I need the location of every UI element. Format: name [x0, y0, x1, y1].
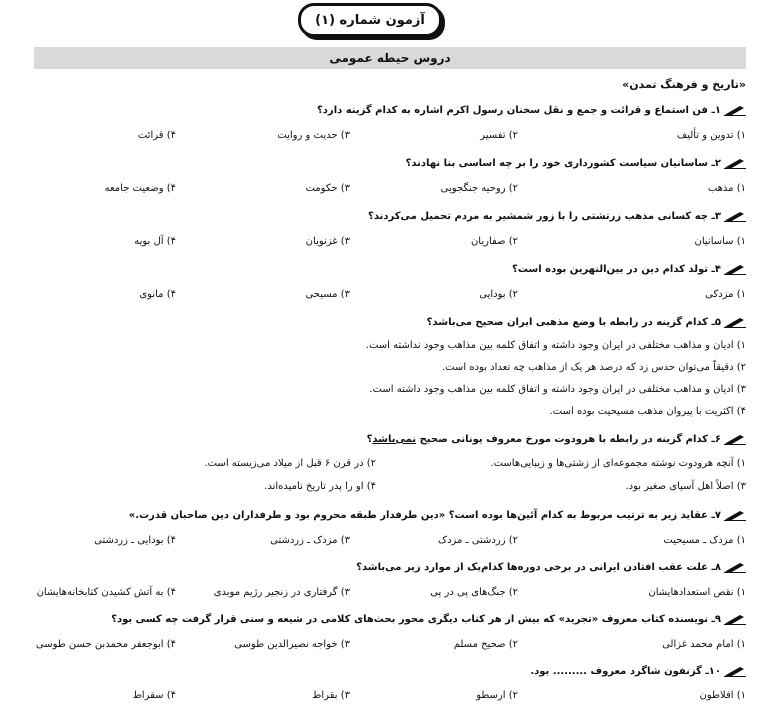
- option: ۳) حکومت: [305, 183, 350, 194]
- pencil-icon: [724, 157, 746, 169]
- option: ۴) مانوی: [139, 289, 176, 300]
- option: ۳) حدیث و روایت: [277, 130, 350, 141]
- option: ۴) ابوجعفر محمدبن حسن طوسی: [35, 639, 176, 650]
- option: ۱) نقص استعدادهایشان: [648, 587, 746, 598]
- option: ۴) قرائت: [137, 130, 176, 141]
- option: ۲) صفاریان: [470, 236, 518, 247]
- option: ۴) بودایی ـ زردشتی: [94, 535, 176, 546]
- option: ۱) تدوین و تألیف: [676, 130, 746, 141]
- question-text: ۲ـ ساسانیان سیاست کشورداری خود را بر چه اساسی بنا نهادند؟: [405, 157, 721, 169]
- option: ۲) صحیح مسلم: [453, 639, 518, 650]
- option: ۱) آنچه هرودوت نوشته مجموعه‌ای از زشتی‌ها و زیبایی‌هاست.: [490, 458, 746, 469]
- option: ۲) زردشتی ـ مزدک: [438, 535, 518, 546]
- option: ۳) گرفتاری در زنجیر رژیم موبدی: [213, 587, 350, 598]
- option: ۳) اصلاً اهل آسیای صغیر بود.: [625, 481, 746, 492]
- question-10: [530, 665, 746, 677]
- underlined-word: نمی‌باشد: [372, 433, 417, 445]
- option: ۱) امام محمد غزالی: [662, 639, 746, 650]
- option: ۲) در قرن ۶ قبل از میلاد می‌زیسته است.: [204, 458, 376, 469]
- option: ۱) ساسانیان: [694, 236, 746, 247]
- question-text: ۴ـ تولد کدام دین در بین‌النهرین بوده است؟: [512, 263, 721, 275]
- option: ۲) جنگ‌های پی در پی: [430, 587, 518, 598]
- question-text: ۵ـ کدام گزینه در رابطه با وضع مذهبی ایران صحیح می‌باشد؟: [426, 316, 721, 328]
- pencil-icon: [724, 210, 746, 222]
- question-text: ۹ـ نویسنده کتاب معروف «تجرید» که بیش از هر کتاب دیگری محور بحث‌های کلامی در شیعه و سنی قرار گرفت چه کسی بود؟: [111, 613, 721, 625]
- question-text: ۶ـ کدام گزینه در رابطه با هرودوت مورخ معروف یونانی صحیح نمی‌باشد؟: [366, 433, 721, 445]
- question-4: [512, 263, 746, 275]
- pencil-icon: [724, 263, 746, 275]
- option: ۱) مذهب: [707, 183, 746, 194]
- question-text: ۱ـ فن استماع و قرائت و جمع و نقل سخنان رسول اکرم اشاره به کدام گزینه دارد؟: [317, 104, 721, 116]
- pencil-icon: [724, 509, 746, 521]
- pencil-icon: [724, 665, 746, 677]
- pencil-icon: [724, 433, 746, 445]
- section-title: دروس حیطه عمومی: [34, 47, 746, 69]
- option: ۴) به آتش کشیدن کتابخانه‌هایشان: [36, 587, 176, 598]
- question-2: [406, 157, 746, 169]
- option: ۳) خواجه نصیرالدین طوسی: [234, 639, 350, 650]
- option: ۳) غزنویان: [305, 236, 350, 247]
- option: ۴) آل بویه: [134, 236, 176, 247]
- option: ۲) دقیقاً می‌توان حدس زد که درصد هر یک از مذاهب چه تعداد بوده است.: [442, 362, 746, 373]
- question-1: [317, 104, 746, 116]
- option: ۲) بودایی: [479, 289, 518, 300]
- subject-title: «تاریخ و فرهنگ تمدن»: [622, 78, 746, 91]
- question-6: [367, 433, 746, 445]
- question-text: ۸ـ علت عقب افتادن ایرانی در برخی دوره‌ها کدام‌یک از موارد زیر می‌باشد؟: [356, 561, 721, 573]
- question-5: [427, 316, 746, 328]
- question-8: [356, 561, 746, 573]
- question-text: ۳ـ چه کسانی مذهب زرتشتی را با زور شمشیر به مردم تحمیل می‌کردند؟: [368, 210, 721, 222]
- option: ۱) مزدک ـ مسیحیت: [663, 535, 746, 546]
- option: ۱) ادیان و مذاهب مختلفی در ایران وجود داشته و اتفاق کلمه بین مذاهب وجود نداشته است.: [365, 340, 746, 351]
- question-7: [129, 509, 746, 521]
- pencil-icon: [724, 613, 746, 625]
- option: ۲) روحیه جنگجویی: [440, 183, 518, 194]
- option: ۴) او را پدر تاریخ نامیده‌اند.: [264, 481, 376, 492]
- question-9: [111, 613, 746, 625]
- pencil-icon: [724, 104, 746, 116]
- pencil-icon: [724, 316, 746, 328]
- pencil-icon: [724, 561, 746, 573]
- option: ۳) مسیحی: [305, 289, 350, 300]
- option: ۳) ادیان و مذاهب مختلفی در ایران وجود داشته و اتفاق کلمه بین مذاهب وجود داشته است.: [369, 384, 746, 395]
- question-3: [368, 210, 746, 222]
- option: ۴) سقراط: [132, 690, 176, 701]
- exam-title: آزمون شماره (۱): [298, 3, 442, 37]
- option: ۳) مزدک ـ زردشتی: [270, 535, 350, 546]
- option: ۲) ارسطو: [476, 690, 518, 701]
- question-text: ۱۰ـ گزنفون شاگرد معروف ......... بود.: [530, 665, 721, 677]
- option: ۴) اکثریت با پیروان مذهب مسیحیت بوده است.: [549, 406, 746, 417]
- option: ۱) مزدکی: [705, 289, 746, 300]
- option: ۳) بقراط: [312, 690, 350, 701]
- option: ۱) افلاطون: [699, 690, 746, 701]
- option: ۲) تفسیر: [480, 130, 518, 141]
- option: ۴) وضعیت جامعه: [104, 183, 176, 194]
- question-text: ۷ـ عقاید زیر به ترتیب مربوط به کدام آئین‌ها بوده است؟ «دین طرفدار طبقه محروم بود و طرفداران دین صاحبان قدرت.»: [128, 509, 721, 521]
